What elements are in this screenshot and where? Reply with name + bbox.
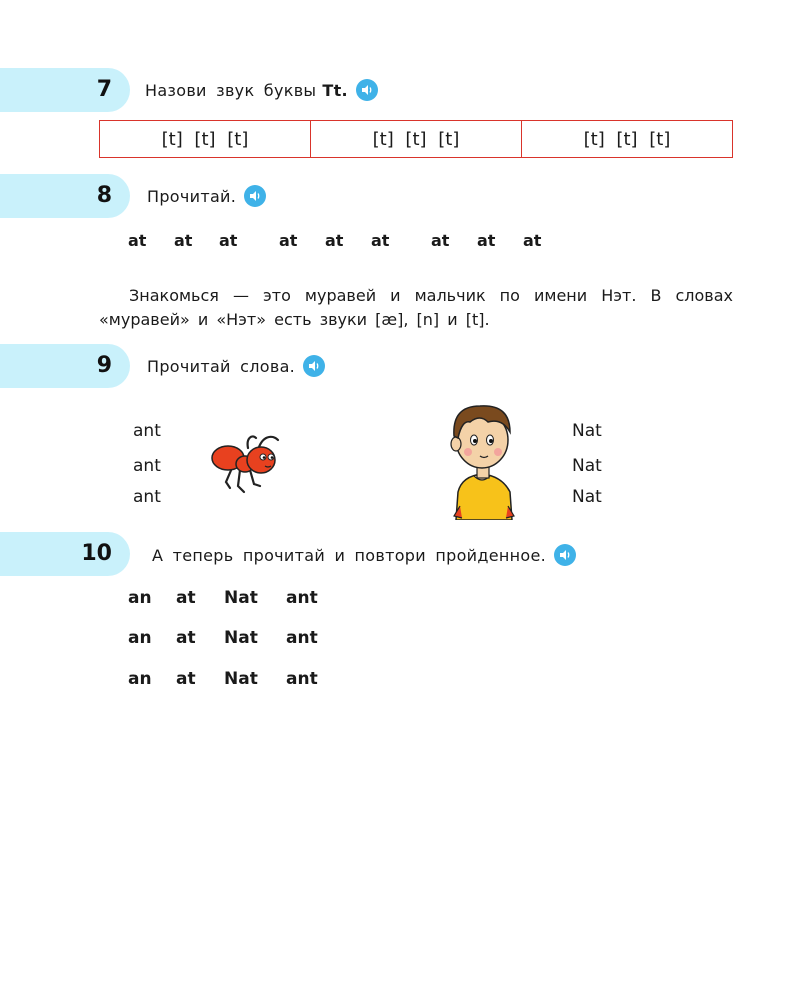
word: at xyxy=(279,231,298,250)
exercise-9-tab xyxy=(0,344,130,388)
exercise-10-instruction xyxy=(152,543,576,567)
word-nat: Nat xyxy=(572,421,602,441)
word: at xyxy=(128,231,147,250)
exercise-7-instruction xyxy=(145,78,378,102)
word: Nat xyxy=(224,628,258,648)
exercise-7-tab xyxy=(0,68,130,112)
exercise-8-instruction xyxy=(147,184,266,208)
exercise-number: 9 xyxy=(96,353,112,378)
instruction-text: Назови звук буквы xyxy=(145,80,317,100)
word: at xyxy=(176,588,196,608)
word-ant: ant xyxy=(133,487,161,507)
word: ant xyxy=(286,588,318,608)
word: at xyxy=(219,231,238,250)
audio-speaker-icon[interactable] xyxy=(554,544,576,566)
exercise-number: 10 xyxy=(81,541,112,566)
word-ant: ant xyxy=(133,421,161,441)
audio-speaker-icon[interactable] xyxy=(356,79,378,101)
sound-cell: [t] [t] [t] xyxy=(100,121,311,158)
word: ant xyxy=(286,669,318,689)
word-nat: Nat xyxy=(572,487,602,507)
word: at xyxy=(371,231,390,250)
ant-illustration xyxy=(208,430,288,496)
intro-paragraph: Знакомься — это муравей и мальчик по имени Нэт. В словах «муравей» и «Нэт» есть звуки [æ], [n] и [t]. xyxy=(99,286,733,329)
audio-speaker-icon[interactable] xyxy=(244,185,266,207)
word: at xyxy=(523,231,542,250)
word: at xyxy=(431,231,450,250)
word: Nat xyxy=(224,669,258,689)
word: an xyxy=(128,628,152,648)
word: an xyxy=(128,669,152,689)
sound-cell: [t] [t] [t] xyxy=(311,121,522,158)
exercise-number: 8 xyxy=(96,183,112,208)
instruction-text: А теперь прочитай и повтори пройденное. xyxy=(152,545,547,565)
sounds-table xyxy=(99,120,733,158)
sound-cell: [t] [t] [t] xyxy=(522,121,733,158)
review-row-1 xyxy=(128,588,318,608)
word: at xyxy=(176,628,196,648)
review-row-2 xyxy=(128,628,318,648)
word: Nat xyxy=(224,588,258,608)
word: at xyxy=(325,231,344,250)
word: at xyxy=(477,231,496,250)
word: ant xyxy=(286,628,318,648)
exercise-number: 7 xyxy=(96,77,112,102)
word-ant: ant xyxy=(133,456,161,476)
review-row-3 xyxy=(128,669,318,689)
instruction-text: Прочитай. xyxy=(147,186,237,206)
exercise-10-tab xyxy=(0,532,130,576)
word: at xyxy=(174,231,193,250)
word-nat: Nat xyxy=(572,456,602,476)
word: at xyxy=(176,669,196,689)
audio-speaker-icon[interactable] xyxy=(303,355,325,377)
letter-label: Tt. xyxy=(322,80,348,100)
word: an xyxy=(128,588,152,608)
ex8-word-row xyxy=(0,231,800,253)
exercise-8-tab xyxy=(0,174,130,218)
instruction-text: Прочитай слова. xyxy=(147,356,296,376)
exercise-9-instruction xyxy=(147,354,325,378)
boy-nat-illustration xyxy=(440,396,530,520)
